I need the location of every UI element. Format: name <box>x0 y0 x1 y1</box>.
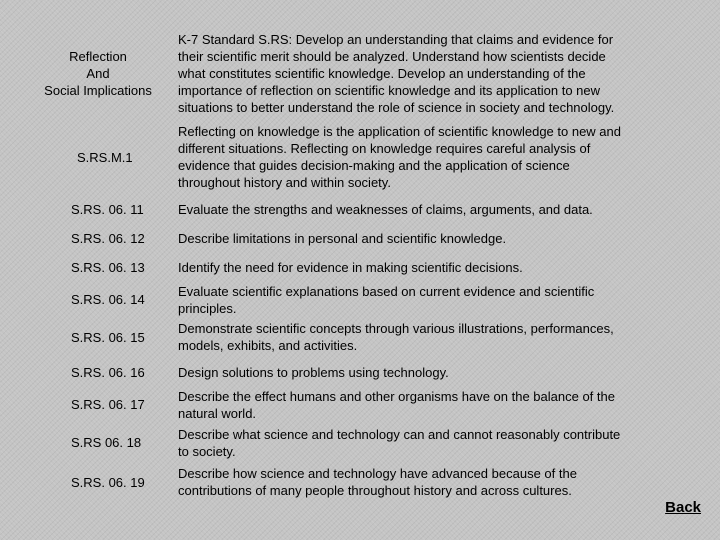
description-line: what constitutes scientific knowledge. Develop an understanding of the <box>178 66 586 81</box>
standard-text-line: to society. <box>178 444 236 459</box>
description-line: their scientific merit should be analyzed. Understand how scientists decide <box>178 49 606 64</box>
standard-text-line: Evaluate scientific explanations based on current evidence and scientific <box>178 284 595 299</box>
standard-text-line: Demonstrate scientific concepts through various illustrations, performances, <box>178 321 614 336</box>
strand-title-line: And <box>86 66 110 81</box>
strand-title-line: Reflection <box>69 49 127 64</box>
meaning-line: evidence that guides decision-making and the application of science <box>178 158 570 173</box>
standard-text <box>178 388 708 422</box>
standard-text-line: principles. <box>178 301 237 316</box>
standard-code: S.RS. 06. 14 <box>71 292 145 307</box>
meaning-line: different situations. Reflecting on knowledge requires careful analysis of <box>178 141 591 156</box>
meaning-line: throughout history and within society. <box>178 175 391 190</box>
description-line: K-7 Standard S.RS: Develop an understanding that claims and evidence for <box>178 32 614 47</box>
standard-text-line: Design solutions to problems using technology. <box>178 365 449 380</box>
meaning-code: S.RS.M.1 <box>77 150 133 165</box>
standard-code: S.RS. 06. 17 <box>71 397 145 412</box>
standard-text-line: Describe limitations in personal and scientific knowledge. <box>178 231 507 246</box>
standard-text-line: Describe how science and technology have advanced because of the <box>178 466 577 481</box>
standard-text <box>178 259 708 276</box>
strand-title <box>40 48 156 99</box>
standard-code: S.RS. 06. 16 <box>71 365 145 380</box>
back-link[interactable]: Back <box>665 499 701 516</box>
standard-text-line: natural world. <box>178 406 257 421</box>
standard-description <box>178 31 708 116</box>
standard-text <box>178 230 708 247</box>
standard-text <box>178 465 708 499</box>
standard-text <box>178 364 708 381</box>
standard-text-line: contributions of many people throughout history and across cultures. <box>178 483 572 498</box>
standard-text <box>178 201 708 218</box>
meaning-line: Reflecting on knowledge is the application of scientific knowledge to new and <box>178 124 621 139</box>
standard-code: S.RS. 06. 19 <box>71 475 145 490</box>
standard-text <box>178 320 708 354</box>
standard-code: S.RS. 06. 15 <box>71 330 145 345</box>
standard-text-line: Evaluate the strengths and weaknesses of claims, arguments, and data. <box>178 202 593 217</box>
strand-title-line: Social Implications <box>44 83 152 98</box>
standard-text-line: Describe the effect humans and other organisms have on the balance of the <box>178 389 615 404</box>
meaning-description <box>178 123 708 191</box>
standard-text-line: models, exhibits, and activities. <box>178 338 358 353</box>
standard-text <box>178 426 708 460</box>
description-line: situations to better understand the role of science in society and technology. <box>178 100 615 115</box>
standard-code: S.RS. 06. 12 <box>71 231 145 246</box>
description-line: importance of reflection on scientific knowledge and its application to new <box>178 83 601 98</box>
standard-code: S.RS. 06. 11 <box>71 202 144 217</box>
standard-text-line: Describe what science and technology can and cannot reasonably contribute <box>178 427 621 442</box>
standard-code: S.RS. 06. 13 <box>71 260 145 275</box>
standard-text-line: Identify the need for evidence in making scientific decisions. <box>178 260 523 275</box>
standard-text <box>178 283 708 317</box>
standard-code: S.RS 06. 18 <box>71 435 142 450</box>
